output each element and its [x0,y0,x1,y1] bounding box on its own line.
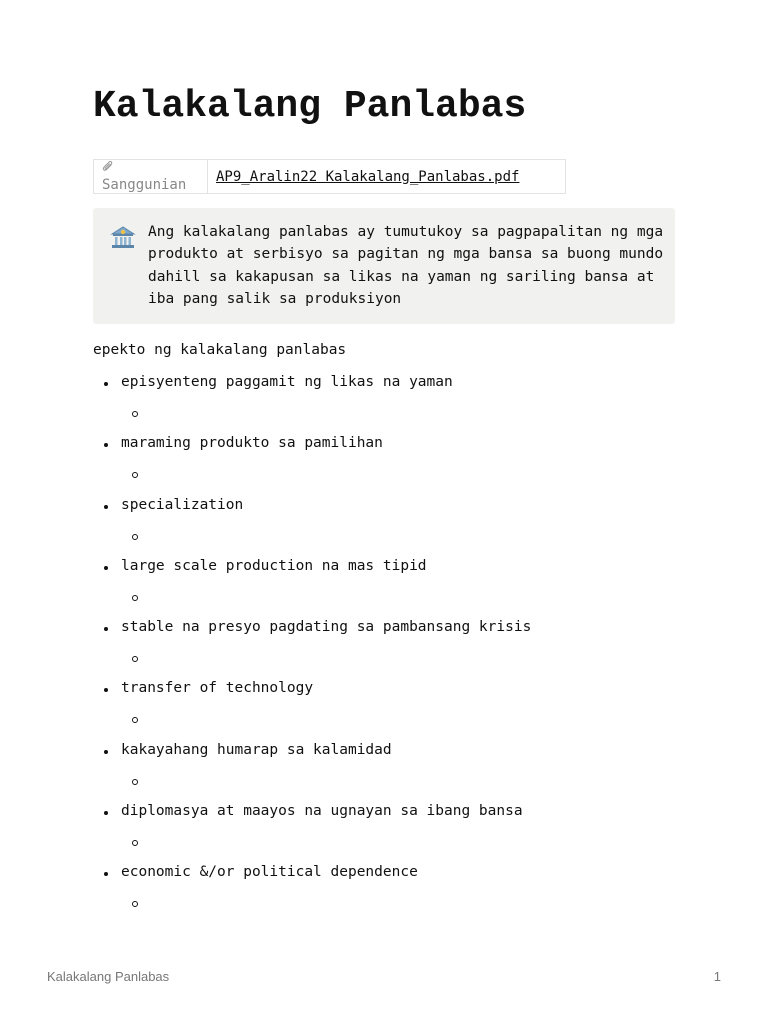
bullet-icon [104,811,108,815]
property-value [208,160,566,194]
bullet-icon [104,382,108,386]
list-item-text: kakayahang humarap sa kalamidad [121,741,392,758]
sub-bullet-icon [132,779,138,785]
page-number: 1 [713,969,721,984]
sub-bullet-icon [132,534,138,540]
bullet-icon [104,688,108,692]
callout-text: Ang kalakalang panlabas ay tumutukoy sa pagpapalitan ng mga produkto at serbisyo sa pagitan ng mga bansa sa buong mundo dahill sa kakapusan sa likas na yaman ng sariling bansa at iba pang salik sa produksiyon [148,224,664,308]
list-item-text: maraming produkto sa pamilihan [121,435,383,452]
sub-bullet-icon [132,717,138,723]
sub-bullet-icon [132,901,138,907]
bullet-icon [104,627,108,631]
bank-icon [109,224,137,252]
list-item-text: episyenteng paggamit ng likas na yaman [121,374,453,390]
list-item-text: large scale production na mas tipid [121,557,427,574]
property-row [94,160,566,194]
bullet-icon [104,872,108,876]
list-item-text: stable na presyo pagdating sa pambansang krisis [121,619,532,636]
list-item-text: economic &/or political dependence [121,864,418,881]
bullet-icon [104,566,108,570]
section-label: epekto ng kalakalang panlabas [93,342,347,358]
bullet-icon [104,750,108,754]
page-title: Kalakalang Panlabas [93,85,527,128]
footer-title: Kalakalang Panlabas [47,969,170,984]
list-item-text: diplomasya at maayos na ugnayan sa ibang bansa [121,803,523,820]
bullet-icon [104,443,108,447]
sub-bullet-icon [132,595,138,601]
bullet-icon [104,505,108,509]
list-item-text: specialization [121,496,244,513]
sub-bullet-icon [132,411,138,417]
paperclip-icon [102,160,118,177]
sub-bullet-icon [132,656,138,662]
callout-block [93,208,675,324]
property-key-label: Sanggunian [102,177,187,193]
list-item-text: transfer of technology [121,680,314,697]
file-link[interactable]: AP9_Aralin22 Kalakalang_Panlabas.pdf [216,168,520,185]
sub-bullet-icon [132,472,138,478]
property-key [94,160,208,194]
sub-bullet-icon [132,840,138,846]
properties-table [93,159,566,194]
